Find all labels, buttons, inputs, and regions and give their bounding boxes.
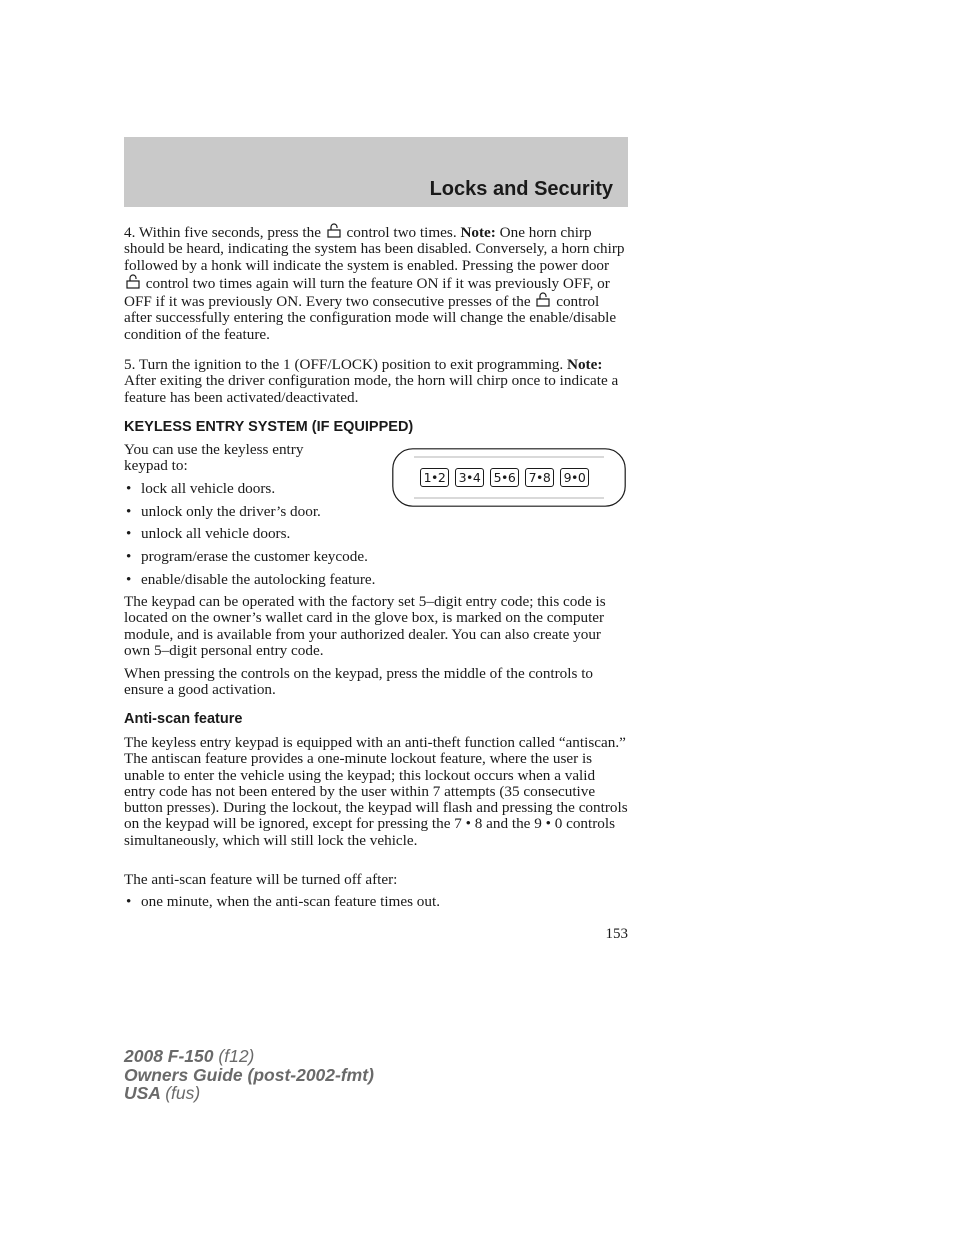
step-4-paragraph [124, 223, 629, 343]
step-5-paragraph [124, 357, 629, 406]
keypad-button-3: 5•6 [490, 468, 519, 487]
power-door-unlock-icon [327, 223, 341, 238]
footer-line-1 [124, 1047, 374, 1066]
step-5-note-text: After exiting the driver configuration mode, the horn will chirp once to indicate a feature has been activated/deactivated. [124, 372, 619, 406]
keypad-button-4: 7•8 [525, 468, 554, 487]
list-item-text: enable/disable the autolocking feature. [141, 571, 376, 588]
list-item-text: program/erase the customer keycode. [141, 548, 368, 565]
keyless-intro: You can use the keyless entry keypad to: [124, 441, 304, 475]
footer-model: 2008 F-150 [124, 1046, 214, 1066]
footer-model-code: (f12) [218, 1046, 255, 1066]
step-4-text-2: control two times. [346, 224, 457, 241]
bullet-dot-icon: • [126, 893, 132, 910]
list-item [126, 481, 626, 497]
anti-scan-heading: Anti-scan feature [124, 711, 243, 727]
step-5-text: 5. Turn the ignition to the 1 (OFF/LOCK) position to exit programming. [124, 356, 564, 373]
bullet-dot-icon: • [126, 503, 132, 520]
list-item [126, 549, 626, 565]
note-label: Note: [566, 356, 603, 373]
section-title: Locks and Security [429, 178, 613, 200]
keyless-paragraph-1: The keypad can be operated with the factory set 5–digit entry code; this code is located on the owner’s wallet card in the glove box, is marked on the computer module, and is available from your authorized dealer. You can also create your own 5–digit personal entry code. [124, 593, 606, 659]
keypad-button-2: 3•4 [455, 468, 484, 487]
footer-line-3 [124, 1084, 374, 1103]
footer-line-2: Owners Guide (post-2002-fmt) [124, 1064, 374, 1085]
anti-scan-paragraph-2: The anti-scan feature will be turned off after: [124, 871, 398, 888]
list-item-text: one minute, when the anti-scan feature times out. [141, 893, 441, 910]
page-number: 153 [605, 926, 628, 942]
list-item-text: lock all vehicle doors. [141, 480, 276, 497]
bullet-dot-icon: • [126, 548, 132, 565]
section-header-bar [124, 137, 628, 207]
bullet-dot-icon: • [126, 480, 132, 497]
list-item [126, 504, 626, 520]
keypad-button-5: 9•0 [560, 468, 589, 487]
list-item-text: unlock only the driver’s door. [141, 503, 321, 520]
list-item [126, 526, 626, 542]
note-label: Note: [460, 224, 496, 241]
keypad-illustration [392, 448, 626, 507]
document-footer [124, 1047, 374, 1103]
power-door-unlock-icon [126, 274, 140, 289]
bullet-dot-icon: • [126, 571, 132, 588]
footer-market-code: (fus) [165, 1083, 201, 1103]
keyless-paragraph-2: When pressing the controls on the keypad, press the middle of the controls to ensure a good activation. [124, 665, 594, 699]
list-item-text: unlock all vehicle doors. [141, 525, 291, 542]
anti-scan-paragraph-1: The keyless entry keypad is equipped with an anti-theft function called “antiscan.” The antiscan feature provides a one-minute lockout feature, where the user is unable to enter the vehicle using the keypad; this lockout occurs when a valid entry code has not been entered by the user within 7 attempts (35 consecutive button presses). During the lockout, the keypad will flash and pressing the controls on the keypad will be ignored, except for pressing the 7 • 8 and the 9 • 0 controls simultaneously, which will still lock the vehicle. [124, 734, 628, 849]
list-item [126, 894, 626, 910]
keyless-entry-heading: KEYLESS ENTRY SYSTEM (IF EQUIPPED) [124, 419, 414, 435]
keypad-button-1: 1•2 [420, 468, 449, 487]
list-item [126, 572, 626, 588]
step-4-text-3: One horn chirp should be heard, indicating the system has been disabled. Conversely, a horn chirp followed by a honk will indicate the system is enabled. Pressing the power door [124, 224, 625, 274]
power-door-unlock-icon [536, 292, 550, 307]
footer-market: USA [124, 1083, 161, 1103]
bullet-dot-icon: • [126, 525, 132, 542]
step-4-text-4: control two times again will turn the feature ON if it was previously OFF, or OFF if it was previously ON. Every two consecutive presses of the [124, 274, 610, 311]
step-4-text-1: 4. Within five seconds, press the [124, 224, 321, 241]
step-4-text-5: control after successfully entering the configuration mode will change the enable/disable condition of the feature. [124, 293, 617, 343]
